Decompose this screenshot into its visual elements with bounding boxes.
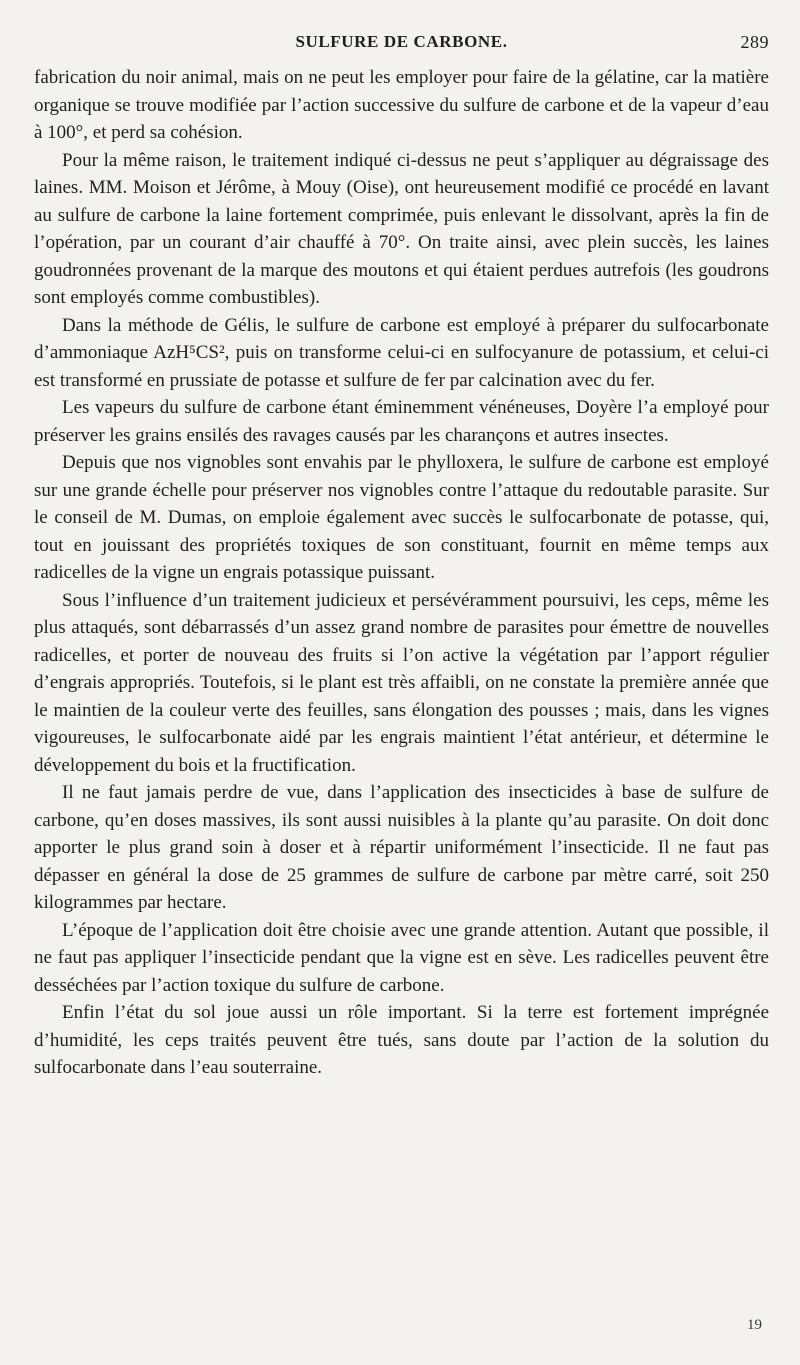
- paragraph-9: Enfin l’état du sol joue aussi un rôle important. Si la terre est fortement imprégnée d’humidité, les ceps traités peuvent être tués, sans doute par l’action de la solution du sulfocarbonate dans l’eau souterraine.: [34, 1002, 769, 1078]
- paragraph-4: Les vapeurs du sulfure de carbone étant éminemment vénéneuses, Doyère l’a employé pour préserver les grains ensilés des ravages causés par les charançons et autres insectes.: [34, 397, 769, 446]
- body-text: [34, 64, 769, 1082]
- paragraph-5: Depuis que nos vignobles sont envahis par le phylloxera, le sulfure de carbone est employé sur une grande échelle pour préserver nos vignobles contre l’attaque du redoutable parasite. Sur le conseil de M. Dumas, on emploie également avec succès le sulfocarbonate de potasse, qui, tout en jouissant des propriétés toxiques de son constituant, fournit en même temps aux radicelles de la vigne un engrais potassique puissant.: [34, 452, 769, 583]
- paragraph-1: fabrication du noir animal, mais on ne peut les employer pour faire de la gélatine, car la matière organique se trouve modifiée par l’action successive du sulfure de carbone et de la vapeur d’eau à 100°, et perd sa cohésion.: [34, 67, 769, 143]
- paragraph-2: Pour la même raison, le traitement indiqué ci-dessus ne peut s’appliquer au dégraissage des laines. MM. Moison et Jérôme, à Mouy (Oise), ont heureusement modifié ce procédé en lavant au sulfure de carbone la laine fortement comprimée, puis enlevant le dissolvant, après la fin de l’opération, par un courant d’air chauffé à 70°. On traite ainsi, avec plein succès, les laines goudronnées provenant de la marque des moutons et qui étaient perdues autrefois (les goudrons sont employés comme combustibles).: [34, 149, 769, 308]
- paragraph-3: Dans la méthode de Gélis, le sulfure de carbone est employé à préparer du sulfocarbonate d’ammoniaque AzH⁵CS², puis on transforme celui-ci en sulfocyanure de potassium, et celui-ci est transformé en prussiate de potasse et sulfure de fer par calcination avec du fer.: [34, 314, 769, 391]
- paragraph-7: Il ne faut jamais perdre de vue, dans l’application des insecticides à base de sulfure de carbone, qu’en doses massives, ils sont aussi nuisibles à la plante qu’au parasite. On doit donc apporter le plus grand soin à doser et à répartir uniformément l’insecticide. Il ne faut pas dépasser en général la dose de 25 grammes de sulfure de carbone par mètre carré, soit 250 kilogrammes par hectare.: [34, 782, 769, 913]
- running-title: SULFURE DE CARBONE.: [295, 32, 508, 51]
- signature-mark: 19: [747, 1317, 762, 1333]
- running-head: [34, 32, 769, 58]
- paragraph-6: Sous l’influence d’un traitement judicieux et persévéramment poursuivi, les ceps, même les plus attaqués, sont débarrassés d’un assez grand nombre de parasites pour émettre de nouvelles radicelles, et porter de nouveau des fruits si l’on active la végétation par l’apport régulier d’engrais appropriés. Toutefois, si le plant est très affaibli, on ne constate la première année que le maintien de la couleur verte des feuilles, sans élongation des pousses ; mais, dans les vignes vigoureuses, le sulfocarbonate aidé par les engrais maintient l’état antérieur, et détermine le développement du bois et la fructification.: [34, 589, 769, 776]
- paragraph-8: L’époque de l’application doit être choisie avec une grande attention. Autant que possible, il ne faut pas appliquer l’insecticide pendant que la vigne est en sève. Les radicelles peuvent être desséchées par l’action toxique du sulfure de carbone.: [34, 919, 769, 996]
- page-number: 289: [740, 32, 769, 52]
